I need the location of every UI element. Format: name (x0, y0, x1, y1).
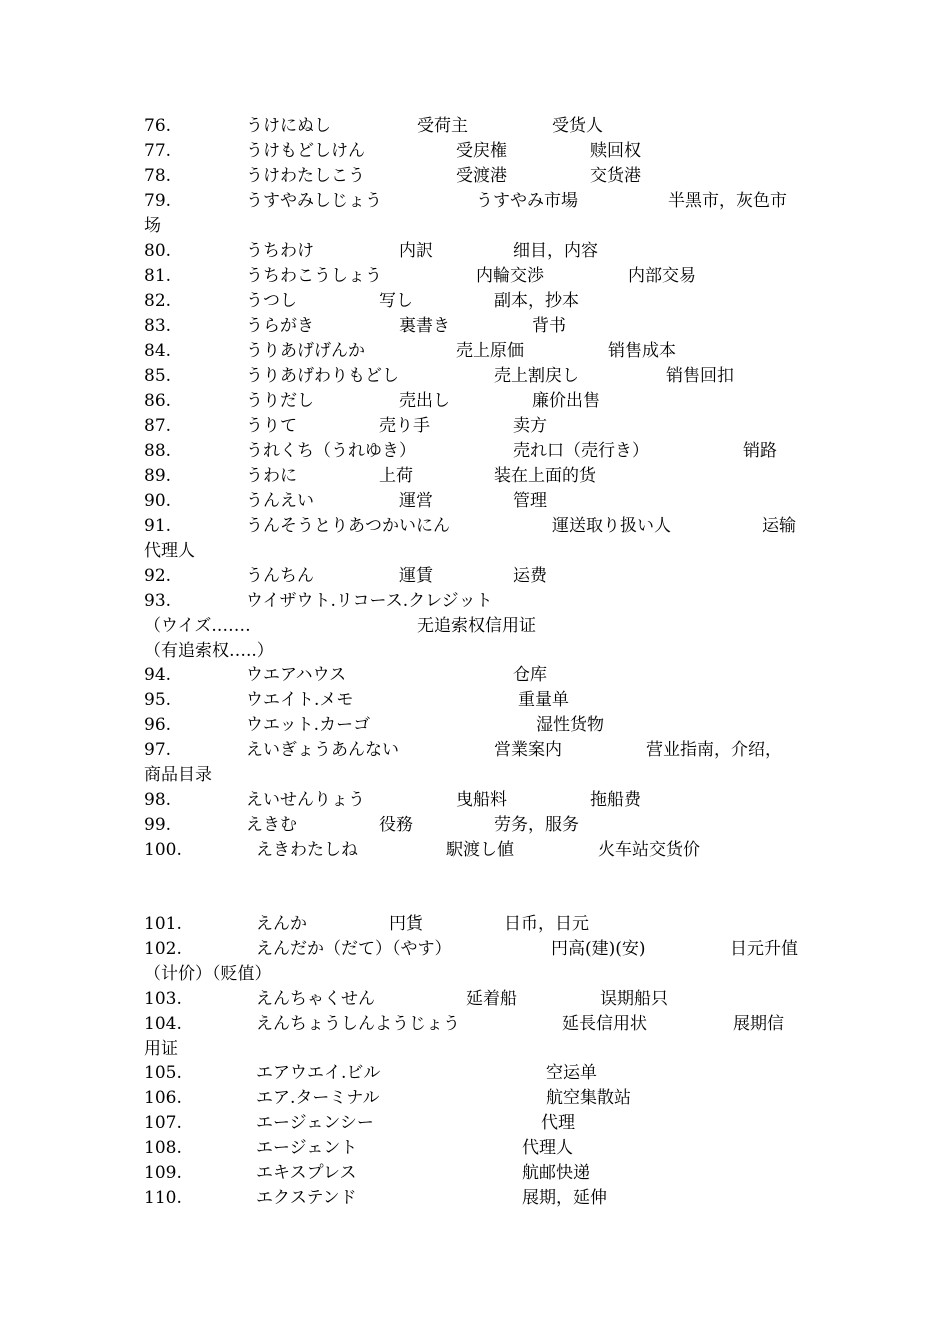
entry-kana: エージェンシー (256, 1113, 374, 1133)
entry-continuation (0, 1037, 950, 1061)
entry-number: 85. (144, 366, 172, 386)
entry-term: 曳船料 (456, 790, 507, 810)
entry-meaning: 展期，延伸 (522, 1188, 607, 1208)
entry-meaning: 副本，抄本 (494, 291, 579, 311)
entry-number: 96. (144, 715, 172, 735)
entry-kana: えんちょうしんようじょう (256, 1014, 460, 1034)
entry-number: 106. (144, 1088, 182, 1108)
entry-81 (0, 264, 950, 288)
entry-94 (0, 663, 950, 687)
entry-meaning: 误期船只 (600, 989, 668, 1009)
entry-kana: ウイザウト.リコース.クレジット (246, 591, 493, 611)
entry-continuation (0, 639, 950, 663)
entry-88 (0, 439, 950, 463)
entry-kana: うらがき (246, 316, 314, 336)
entry-term: 写し (379, 291, 413, 311)
entry-number: 82. (144, 291, 172, 311)
entry-100 (0, 838, 950, 862)
entry-meaning: 运费 (513, 566, 547, 586)
entry-term: 売上割戻し (494, 366, 579, 386)
entry-term: 運送取り扱い人 (552, 516, 671, 536)
entry-number: 83. (144, 316, 172, 336)
entry-number: 99. (144, 815, 172, 835)
entry-meaning: 仓库 (513, 665, 547, 685)
entry-term: 売れ口（売行き） (513, 441, 649, 461)
entry-number: 104. (144, 1014, 182, 1034)
entry-term: 売出し (399, 391, 450, 411)
entry-104 (0, 1012, 950, 1036)
entry-number: 98. (144, 790, 172, 810)
entry-number: 88. (144, 441, 172, 461)
entry-term: 円高(建)(安) (551, 939, 646, 959)
entry-kana: エクステンド (256, 1188, 357, 1208)
entry-term: 受荷主 (417, 116, 468, 136)
entry-number: 91. (144, 516, 172, 536)
entry-kana: えいせんりょう (246, 790, 365, 810)
entry-79 (0, 189, 950, 213)
entry-number: 95. (144, 690, 172, 710)
entry-kana: うすやみしじょう (246, 191, 382, 211)
entry-number: 90. (144, 491, 172, 511)
entry-102 (0, 937, 950, 961)
entry-kana: えきむ (246, 815, 297, 835)
entry-meaning: 管理 (513, 491, 547, 511)
entry-84 (0, 339, 950, 363)
entry-meaning: 内部交易 (628, 266, 696, 286)
entry-kana: えんか (256, 914, 307, 934)
entry-77 (0, 139, 950, 163)
entry-term: 受戻権 (456, 141, 507, 161)
entry-term: うすやみ市場 (476, 191, 578, 211)
entry-91 (0, 514, 950, 538)
entry-kana: うんそうとりあつかいにん (246, 516, 450, 536)
entry-meaning: 细目，内容 (513, 241, 598, 261)
entry-103 (0, 987, 950, 1011)
continuation-text: 商品目录 (144, 765, 212, 785)
entry-kana: うりだし (246, 391, 314, 411)
entry-meaning: 廉价出售 (532, 391, 600, 411)
entry-meaning: 背书 (532, 316, 566, 336)
entry-107 (0, 1111, 950, 1135)
entry-96 (0, 713, 950, 737)
entry-term: 営業案内 (494, 740, 562, 760)
entry-term: 受渡港 (456, 166, 507, 186)
continuation-text: （ウイズ.…… (144, 616, 251, 636)
entry-meaning: 劳务，服务 (494, 815, 579, 835)
entry-number: 78. (144, 166, 172, 186)
entry-number: 102. (144, 939, 182, 959)
entry-87 (0, 414, 950, 438)
continuation-text: 场 (144, 216, 161, 236)
entry-meaning: 装在上面的货 (494, 466, 596, 486)
entry-meaning: 销售成本 (608, 341, 676, 361)
entry-meaning: 半黑市，灰色市 (668, 191, 787, 211)
entry-85 (0, 364, 950, 388)
entry-term: 運営 (399, 491, 433, 511)
entry-82 (0, 289, 950, 313)
entry-meaning: 交货港 (590, 166, 641, 186)
entry-meaning: 湿性货物 (536, 715, 604, 735)
entry-number: 86. (144, 391, 172, 411)
entry-meaning: 航邮快递 (522, 1163, 590, 1183)
entry-meaning: 展期信 (733, 1014, 784, 1034)
entry-meaning: 代理 (541, 1113, 575, 1133)
continuation-text: 用证 (144, 1039, 178, 1059)
entry-95 (0, 688, 950, 712)
entry-continuation (0, 614, 950, 638)
entry-kana: エージェント (256, 1138, 358, 1158)
entry-meaning: 航空集散站 (546, 1088, 631, 1108)
entry-number: 89. (144, 466, 172, 486)
entry-109 (0, 1161, 950, 1185)
entry-meaning: 运输 (762, 516, 796, 536)
entry-term: 内輪交渉 (476, 266, 544, 286)
entry-term: 上荷 (379, 466, 413, 486)
entry-meaning: 赎回权 (590, 141, 641, 161)
entry-number: 84. (144, 341, 172, 361)
entry-term: 売上原価 (456, 341, 524, 361)
entry-kana: えいぎょうあんない (246, 740, 399, 760)
entry-number: 80. (144, 241, 172, 261)
continuation-text: 代理人 (144, 541, 195, 561)
entry-110 (0, 1186, 950, 1210)
entry-meaning: 重量单 (518, 690, 569, 710)
entry-108 (0, 1136, 950, 1160)
entry-number: 108. (144, 1138, 182, 1158)
entry-number: 110. (144, 1188, 182, 1208)
entry-kana: うんえい (246, 491, 314, 511)
entry-number: 87. (144, 416, 172, 436)
entry-number: 97. (144, 740, 172, 760)
continuation-text: （有追索权…..） (144, 641, 274, 661)
entry-meaning: 无追索权信用证 (417, 616, 536, 636)
entry-term: 内訳 (399, 241, 433, 261)
entry-number: 94. (144, 665, 172, 685)
entry-kana: うんちん (246, 566, 314, 586)
entry-continuation (0, 539, 950, 563)
entry-kana: えんだか（だて）（やす） (256, 939, 452, 959)
entry-term: 円貨 (389, 914, 423, 934)
entry-number: 101. (144, 914, 182, 934)
entry-term: 裏書き (399, 316, 450, 336)
entry-meaning: 代理人 (522, 1138, 573, 1158)
entry-number: 109. (144, 1163, 182, 1183)
entry-meaning: 火车站交货价 (598, 840, 700, 860)
entry-105 (0, 1061, 950, 1085)
entry-99 (0, 813, 950, 837)
entry-kana: うけわたしこう (246, 166, 365, 186)
entry-number: 105. (144, 1063, 182, 1083)
entry-101 (0, 912, 950, 936)
entry-term: 延着船 (466, 989, 517, 1009)
entry-number: 100. (144, 840, 182, 860)
entry-90 (0, 489, 950, 513)
entry-meaning: 营业指南，介绍， (646, 740, 782, 760)
entry-kana: ウエアハウス (246, 665, 347, 685)
entry-continuation (0, 962, 950, 986)
entry-kana: うりて (246, 416, 297, 436)
entry-continuation (0, 214, 950, 238)
entry-number: 79. (144, 191, 172, 211)
entry-number: 77. (144, 141, 172, 161)
entry-kana: うけにぬし (246, 116, 331, 136)
entry-106 (0, 1086, 950, 1110)
entry-number: 93. (144, 591, 172, 611)
entry-80 (0, 239, 950, 263)
entry-89 (0, 464, 950, 488)
entry-term: 売り手 (379, 416, 430, 436)
entry-86 (0, 389, 950, 413)
entry-kana: ウエット.カーゴ (246, 715, 371, 735)
entry-kana: うりあげげんか (246, 341, 365, 361)
entry-number: 76. (144, 116, 172, 136)
entry-kana: うれくち（うれゆき） (246, 441, 416, 461)
entry-number: 103. (144, 989, 182, 1009)
entry-98 (0, 788, 950, 812)
entry-78 (0, 164, 950, 188)
entry-kana: うちわけ (246, 241, 314, 261)
entry-continuation (0, 763, 950, 787)
entry-term: 延長信用状 (562, 1014, 647, 1034)
entry-83 (0, 314, 950, 338)
entry-kana: うつし (246, 291, 297, 311)
entry-kana: えきわたしね (256, 840, 358, 860)
entry-number: 81. (144, 266, 172, 286)
entry-76 (0, 114, 950, 138)
entry-term: 役務 (379, 815, 413, 835)
entry-number: 107. (144, 1113, 182, 1133)
entry-meaning: 日币，日元 (504, 914, 589, 934)
entry-meaning: 拖船费 (590, 790, 641, 810)
continuation-text: （计价）（贬值） (144, 964, 272, 984)
entry-term: 運賃 (399, 566, 433, 586)
entry-kana: うりあげわりもどし (246, 366, 399, 386)
entry-kana: エキスプレス (256, 1163, 357, 1183)
entry-kana: ウエイト.メモ (246, 690, 354, 710)
entry-number: 92. (144, 566, 172, 586)
entry-kana: えんちゃくせん (256, 989, 375, 1009)
entry-kana: エアウエイ.ビル (256, 1063, 381, 1083)
entry-kana: うわに (246, 466, 297, 486)
entry-kana: うちわこうしょう (246, 266, 382, 286)
entry-meaning: 卖方 (513, 416, 547, 436)
entry-meaning: 日元升值 (730, 939, 798, 959)
entry-meaning: 销路 (743, 441, 777, 461)
entry-97 (0, 738, 950, 762)
entry-93 (0, 589, 950, 613)
entry-meaning: 受货人 (552, 116, 603, 136)
entry-92 (0, 564, 950, 588)
entry-meaning: 销售回扣 (666, 366, 734, 386)
entry-term: 駅渡し値 (446, 840, 514, 860)
entry-kana: エア.ターミナル (256, 1088, 380, 1108)
entry-kana: うけもどしけん (246, 141, 365, 161)
entry-meaning: 空运单 (546, 1063, 597, 1083)
